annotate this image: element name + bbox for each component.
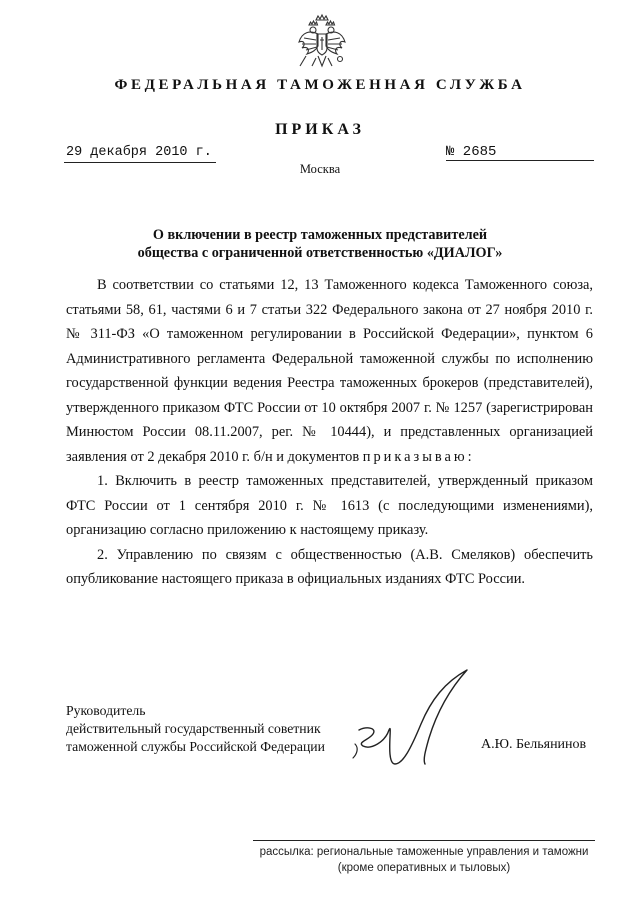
command-word: приказываю: (362, 448, 475, 465)
order-date: 29 декабря 2010 г. (66, 145, 212, 160)
preamble-paragraph (66, 273, 593, 469)
distribution-separator (253, 840, 595, 841)
double-headed-eagle-emblem-icon (296, 12, 348, 72)
agency-name: ФЕДЕРАЛЬНАЯ ТАМОЖЕННАЯ СЛУЖБА (114, 77, 526, 93)
signer-title-block (66, 702, 325, 756)
signer-title-line-3: таможенной службы Российской Федерации (66, 739, 325, 754)
signer-title-line-2: действительный государственный советник (66, 721, 321, 736)
distribution-note (254, 844, 594, 876)
document-title: ПРИКАЗ (275, 121, 365, 138)
handwritten-signature (345, 668, 485, 778)
distribution-line-2: (кроме оперативных и тыловых) (337, 862, 511, 874)
signer-title-line-1: Руководитель (66, 703, 146, 718)
preamble-text: В соответствии со статьями 12, 13 Таможенного кодекса Таможенного союза, статьями 58, 61, частями 6 и 7 статьи 322 Федерального закона от 27 ноября 2010 г. № 311-ФЗ «О таможенном регулировании в Российской Федерации», пунктом 6 Административного регламента Федеральной таможенной службы по исполнению государственной функции ведения Реестра таможенных брокеров (представителей), утвержденного приказом ФТС России от 10 октября 2007 г. № 1257 (зарегистрирован Минюстом России 08.11.2007, рег. № 10444), и представленных организацией заявления от 2 декабря 2010 г. б/н и документов (66, 277, 593, 465)
order-body (66, 273, 593, 592)
subject-line-2: общества с ограниченной ответственностью «ДИАЛОГ» (137, 245, 503, 261)
subject-line-1: О включении в реестр таможенных представителей (152, 227, 488, 243)
item-2-paragraph: 2. Управлению по связям с общественностью (А.В. Смеляков) обеспечить опубликование настоящего приказа в официальных изданиях ФТС России. (66, 546, 593, 587)
issue-city: Москва (299, 162, 341, 176)
distribution-line-1: рассылка: региональные таможенные управления и таможни (259, 846, 589, 858)
number-underline (446, 160, 594, 161)
item-1-paragraph: 1. Включить в реестр таможенных представителей, утвержденный приказом ФТС России от 1 сентября 2010 г. № 1613 (с последующими изменениями), организацию согласно приложению к настоящему приказу. (66, 473, 593, 538)
signer-name: А.Ю. Бельянинов (481, 737, 587, 752)
order-number: № 2685 (446, 144, 497, 160)
order-subject (120, 226, 520, 262)
